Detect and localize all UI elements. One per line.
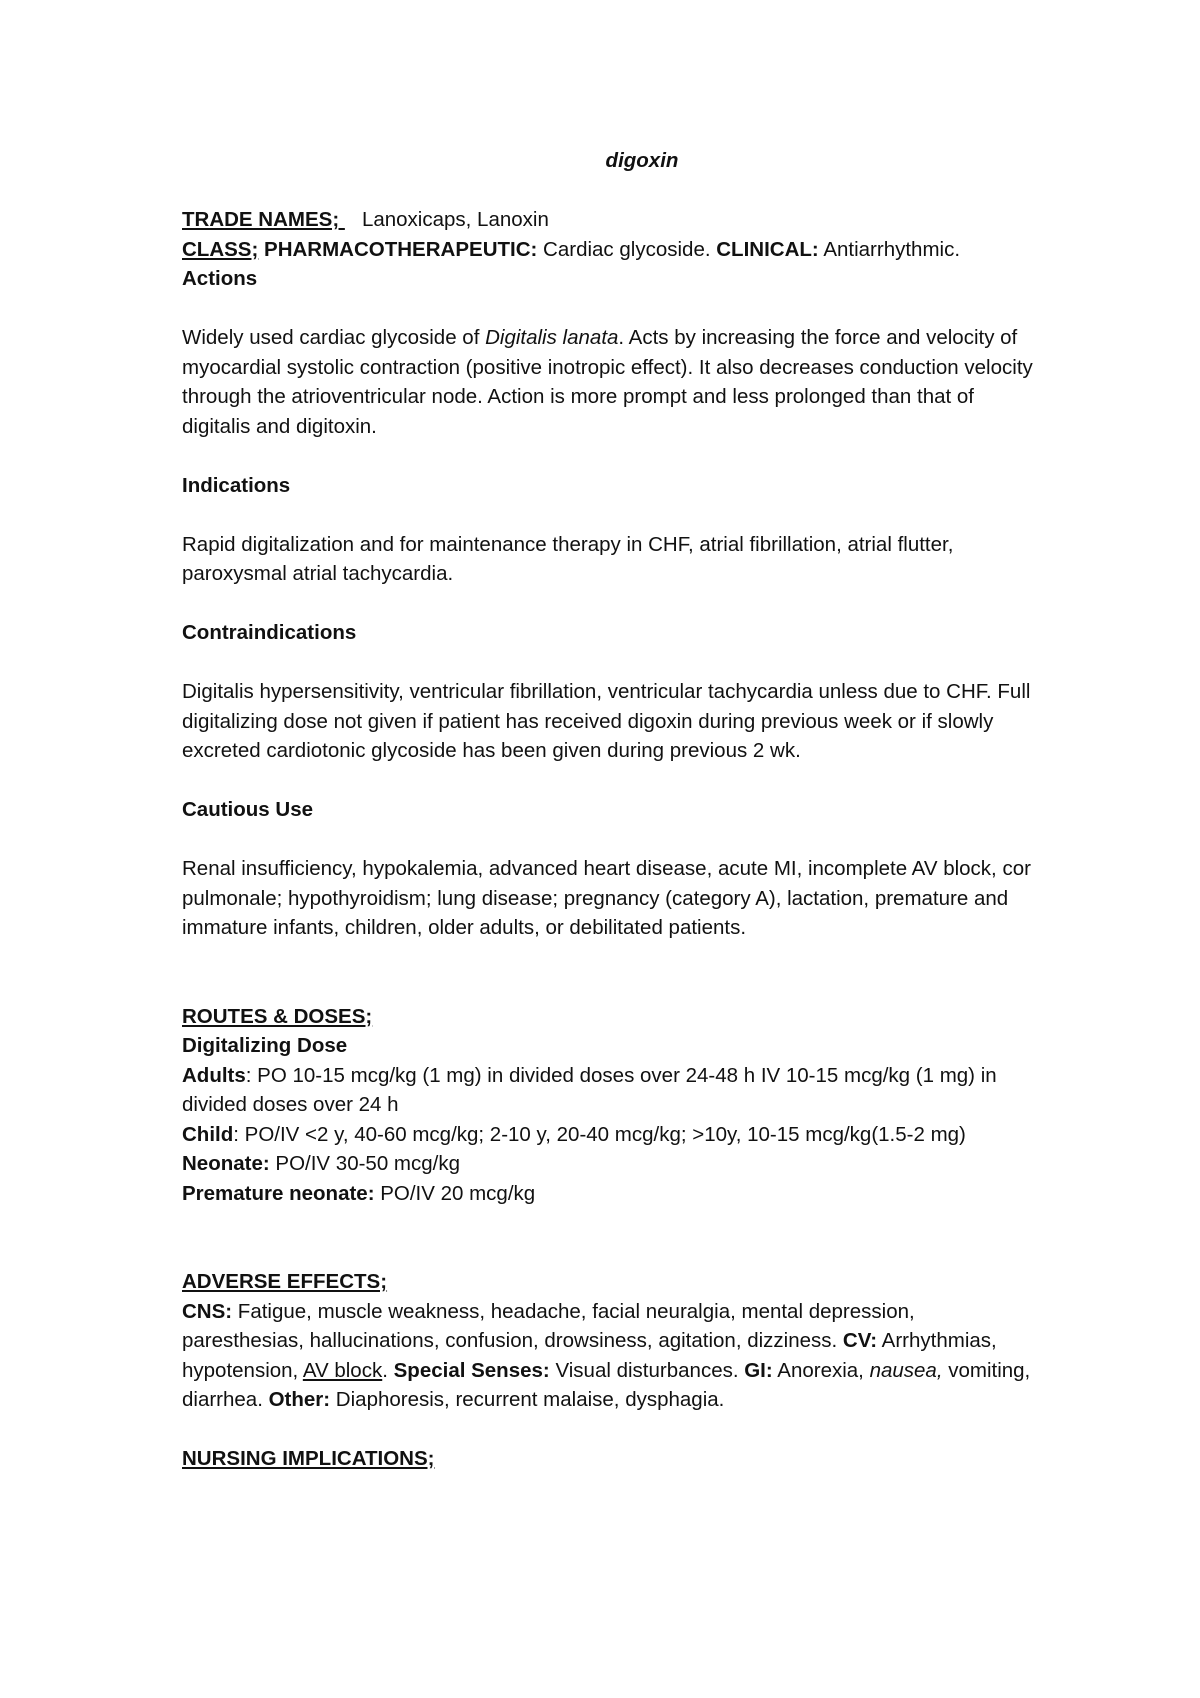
cns-text: Fatigue, muscle weakness, headache, facial neuralgia, mental depression, paresthesias, hallucinations, confusion, drowsiness, agitation, dizziness.: [182, 1299, 915, 1352]
clinical-value: Antiarrhythmic.: [823, 237, 961, 261]
class-label: CLASS;: [182, 237, 259, 261]
cautious-use-heading-text: Cautious Use: [182, 798, 313, 821]
nursing-heading: [182, 1444, 1042, 1474]
cns-label: CNS:: [182, 1299, 233, 1323]
routes-adults: [182, 1061, 1042, 1120]
pharm-value: Cardiac glycoside.: [543, 237, 711, 261]
gi-italic: nausea,: [869, 1358, 943, 1382]
adults-text: : PO 10-15 mcg/kg (1 mg) in divided doses over 24-48 h IV 10-15 mcg/kg (1 mg) in divided doses over 24 h: [182, 1063, 997, 1116]
neonate-text: PO/IV 30-50 mcg/kg: [269, 1152, 460, 1175]
premature-label: Premature neonate:: [182, 1181, 375, 1205]
cv-text: Arrhythmias, hypotension,: [182, 1329, 997, 1382]
contraindications-heading-text: Contraindications: [182, 621, 357, 644]
adverse-heading-text: ADVERSE EFFECTS;: [182, 1270, 388, 1293]
actions-heading-text: Actions: [182, 267, 258, 290]
other-label: Other:: [268, 1388, 331, 1411]
clinical-label: CLINICAL:: [716, 237, 819, 261]
actions-text: [182, 323, 1042, 441]
gi-label: GI:: [744, 1358, 773, 1382]
trade-names-label: TRADE NAMES;: [182, 208, 345, 231]
gi-end: vomiting, diarrhea.: [182, 1358, 1031, 1411]
routes-subheading: [182, 1031, 1042, 1061]
indications-heading: [182, 471, 1042, 501]
adverse-heading: [182, 1267, 1042, 1297]
indications-heading-text: Indications: [182, 473, 291, 497]
actions-text-start: Widely used cardiac glycoside of: [182, 326, 486, 349]
routes-child: [182, 1120, 1042, 1150]
routes-heading: [182, 1002, 1042, 1032]
premature-text: PO/IV 20 mcg/kg: [374, 1181, 536, 1205]
child-text: : PO/IV <2 y, 40-60 mcg/kg; 2-10 y, 20-40 mcg/kg; >10y, 10-15 mcg/kg(1.5-2 mg): [233, 1122, 966, 1146]
contraindications-text: Digitalis hypersensitivity, ventricular fibrillation, ventricular tachycardia unless due to CHF. Full digitalizing dose not given if patient has received digoxin during previous week or if slowly excreted cardiotonic glycoside has been given during previous 2 wk.: [182, 680, 1031, 762]
indications-text: Rapid digitalization and for maintenance therapy in CHF, atrial fibrillation, atrial flutter, paroxysmal atrial tachycardia.: [182, 532, 954, 585]
class-line: [182, 235, 1042, 265]
cautious-use-text: Renal insufficiency, hypokalemia, advanced heart disease, acute MI, incomplete AV block, cor pulmonale; hypothyroidism; lung disease; pregnancy (category A), lactation, premature and immature infants, children, older adults, or debilitated patients.: [182, 857, 1031, 939]
av-block-link[interactable]: AV block: [302, 1358, 383, 1382]
child-label: Child: [182, 1122, 234, 1146]
nursing-heading-text: NURSING IMPLICATIONS;: [182, 1447, 435, 1470]
cv-label: CV:: [842, 1329, 878, 1352]
special-senses-text: Visual disturbances.: [549, 1358, 745, 1382]
trade-names-value: Lanoxicaps, Lanoxin: [361, 208, 549, 231]
adverse-text: [182, 1297, 1042, 1415]
cv-end: .: [382, 1358, 394, 1382]
routes-heading-text: ROUTES & DOSES;: [182, 1004, 373, 1028]
special-senses-label: Special Senses:: [393, 1358, 550, 1382]
adults-label: Adults: [182, 1063, 246, 1087]
routes-subheading-text: Digitalizing Dose: [182, 1034, 348, 1057]
trade-names-line: [182, 205, 1042, 235]
actions-heading: [182, 264, 1042, 294]
gi-text: Anorexia,: [772, 1358, 870, 1382]
document-title: digoxin: [605, 149, 679, 172]
cautious-use-heading: [182, 795, 1042, 825]
routes-premature: [182, 1179, 1042, 1209]
contraindications-heading: [182, 618, 1042, 648]
other-text: Diaphoresis, recurrent malaise, dysphagia.: [330, 1388, 725, 1411]
pharm-label: PHARMACOTHERAPEUTIC:: [264, 237, 538, 261]
neonate-label: Neonate:: [182, 1152, 270, 1175]
actions-italic: Digitalis lanata: [485, 326, 619, 349]
document-content: [182, 146, 1042, 1474]
routes-neonate: [182, 1149, 1042, 1179]
actions-text-end: . Acts by increasing the force and velocity of myocardial systolic contraction (positive inotropic effect). It also decreases conduction velocity through the atrioventricular node. Action is more prompt and less prolonged than that of digitalis and digitoxin.: [182, 326, 1033, 438]
